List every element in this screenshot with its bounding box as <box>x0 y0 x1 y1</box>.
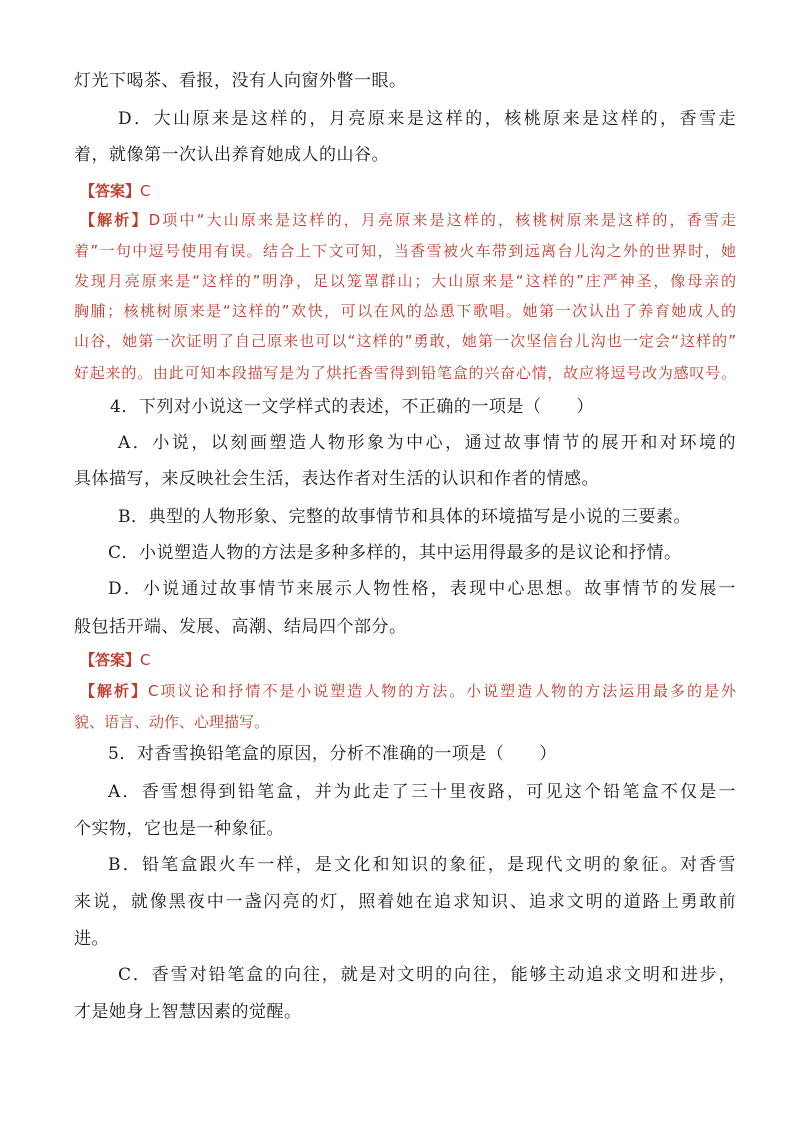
explanation-3-line3: 发现月亮原来是“这样的”明净，足以笼罩群山；大山原来是“这样的”庄严神圣，像母亲的 <box>74 272 736 290</box>
text-line: 灯光下喝茶、看报，没有人向窗外瞥一眼。 <box>74 71 407 91</box>
option-5a-line2: 个实物，它也是一种象征。 <box>74 819 284 839</box>
question-5: 5．对香雪换铅笔盒的原因，分析不准确的一项是（ ） <box>108 744 557 764</box>
explanation-3-line6: 好起来的。由此可知本段描写是为了烘托香雪得到铅笔盒的兴奋心情，故应将逗号改为感叹号。 <box>74 364 736 382</box>
explanation-3-line2: 着”一句中逗号使用有误。结合上下文可知，当香雪被火车带到远离台儿沟之外的世界时，她 <box>74 242 736 260</box>
option-5c-line1: C．香雪对铅笔盒的向往，就是对文明的向往，能够主动追求文明和进步， <box>118 965 736 985</box>
explanation-3-line4: 胸脯；核桃树原来是“这样的”欢快，可以在风的怂恿下歌唱。她第一次认出了养育她成人的 <box>74 302 736 320</box>
answer-tag: 【答案】 <box>80 182 141 200</box>
explanation-tag: 【解析】 <box>80 682 148 700</box>
option-5b-line3: 进。 <box>74 929 109 949</box>
answer-value: C <box>140 182 151 200</box>
explanation-text: D项中“大山原来是这样的，月亮原来是这样的，核桃树原来是这样的，香雪走 <box>148 211 736 229</box>
explanation-tag: 【解析】 <box>80 211 149 229</box>
option-4a-line1: A．小说，以刻画塑造人物形象为中心，通过故事情节的展开和对环境的 <box>118 433 736 453</box>
question-4: 4．下列对小说这一文学样式的表述，不正确的一项是（ ） <box>110 397 594 417</box>
option-4d-line2: 般包括开端、发展、高潮、结局四个部分。 <box>74 617 407 637</box>
explanation-text: C项议论和抒情不是小说塑造人物的方法。小说塑造人物的方法运用最多的是外 <box>147 682 736 700</box>
option-5a-line1: A．香雪想得到铅笔盒，并为此走了三十里夜路，可见这个铅笔盒不仅是一 <box>108 782 736 802</box>
option-d-line1: D．大山原来是这样的，月亮原来是这样的，核桃原来是这样的，香雪走 <box>118 109 736 129</box>
answer-4 <box>80 649 736 671</box>
option-4a-line2: 具体描写，来反映社会生活，表达作者对生活的认识和作者的情感。 <box>74 469 599 489</box>
option-4c: C．小说塑造人物的方法是多种多样的，其中运用得最多的是议论和抒情。 <box>108 543 682 563</box>
explanation-4-line2: 貌、语言、动作、心理描写。 <box>74 713 270 731</box>
explanation-4-line1 <box>80 680 736 702</box>
option-4d-line1: D．小说通过故事情节来展示人物性格，表现中心思想。故事情节的发展一 <box>108 579 736 599</box>
option-d-line2: 着，就像第一次认出养育她成人的山谷。 <box>74 145 389 165</box>
answer-tag: 【答案】 <box>80 651 141 669</box>
answer-3 <box>80 180 736 202</box>
option-5b-line2: 来说，就像黑夜中一盏闪亮的灯，照着她在追求知识、追求文明的道路上勇敢前 <box>74 892 736 912</box>
option-5c-line2: 才是她身上智慧因素的觉醒。 <box>74 1002 302 1022</box>
option-5b-line1: B．铅笔盒跟火车一样，是文化和知识的象征，是现代文明的象征。对香雪 <box>108 855 736 875</box>
answer-value: C <box>140 651 151 669</box>
option-4b: B．典型的人物形象、完整的故事情节和具体的环境描写是小说的三要素。 <box>118 507 691 527</box>
explanation-3-line5: 山谷，她第一次证明了自己原来也可以“这样的”勇敢，她第一次坚信台儿沟也一定会“这样的” <box>74 332 736 350</box>
explanation-3-line1 <box>80 209 736 231</box>
